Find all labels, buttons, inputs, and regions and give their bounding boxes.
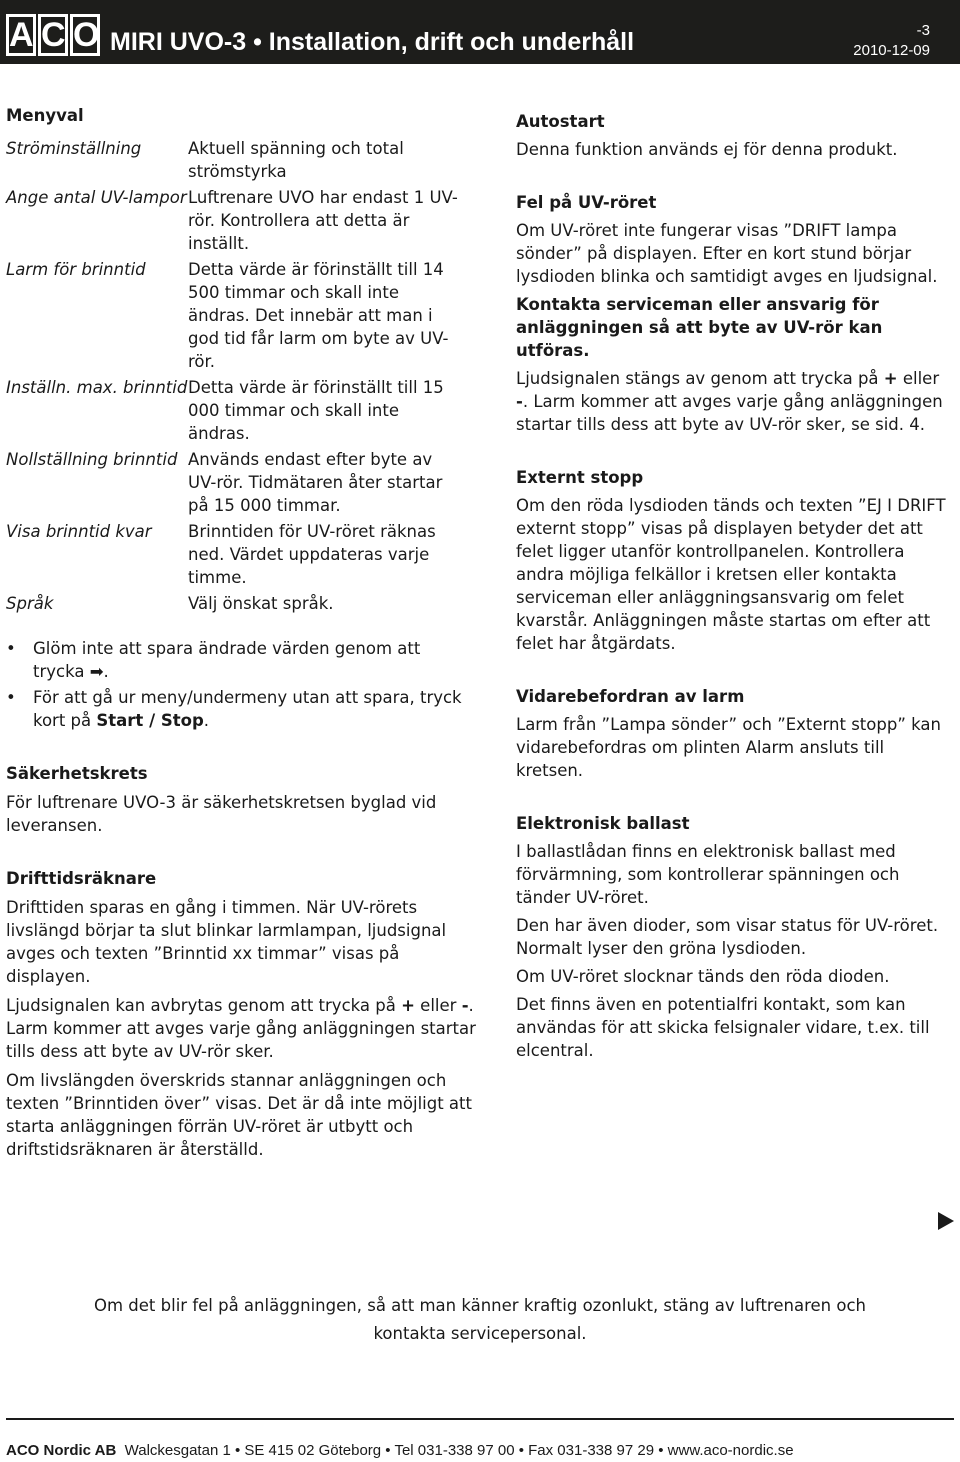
section-heading: Drifttidsräknare xyxy=(6,869,157,888)
paragraph: Om livslängden överskrids stannar anläggningen och texten ”Brinntiden över” visas. Det är då inte möjligt att starta anläggningen förrän UV-röret är utbytt och driftstidsräknaren är återställd. xyxy=(6,1071,472,1159)
section-heading: Säkerhetskrets xyxy=(6,764,148,783)
menu-row xyxy=(6,448,476,517)
alarm-forward-section xyxy=(516,685,946,782)
paragraph: Den har även dioder, som visar status för UV-röret. Normalt lyser den gröna lysdioden. xyxy=(516,916,939,958)
menu-row xyxy=(6,376,476,445)
autostart-section xyxy=(516,110,946,161)
left-column xyxy=(6,104,476,1161)
menu-heading: Menyval xyxy=(6,106,84,125)
menu-row xyxy=(6,137,476,183)
page-header xyxy=(0,0,960,64)
list-item xyxy=(6,686,473,732)
menu-description: Används endast efter byte av UV-rör. Tidmätaren åter startar på 15 000 timmar. xyxy=(188,450,443,515)
paragraph: Om UV-röret slocknar tänds den röda dioden. xyxy=(516,967,890,986)
paragraph: Larm från ”Lampa sönder” och ”Externt stopp” kan vidarebefordras om plinten Alarm ansluts till kretsen. xyxy=(516,715,941,780)
note-text: . xyxy=(203,711,210,730)
paragraph: Denna funktion används ej för denna produkt. xyxy=(516,140,898,159)
menu-label: Visa brinntid kvar xyxy=(6,522,152,541)
menu-description: Brinntiden för UV-röret räknas ned. Värdet uppdateras varje timme. xyxy=(188,522,436,587)
menu-label: Larm för brinntid xyxy=(6,260,146,279)
paragraph: Om UV-röret inte fungerar visas ”DRIFT lampa sönder” på displayen. Efter en kort stund börjar lysdioden blinka och samtidigt avges en ljudsignal. xyxy=(516,221,938,286)
safety-section xyxy=(6,762,476,837)
logo-letter: C xyxy=(38,14,68,56)
minus-key: - xyxy=(516,392,523,411)
page-number: -3 xyxy=(916,22,930,39)
document-title: MIRI UVO-3 • Installation, drift och underhåll xyxy=(110,28,635,56)
menu-label: Nollställning brinntid xyxy=(6,450,178,469)
paragraph-text: Ljudsignalen kan avbrytas genom att trycka på xyxy=(6,996,402,1015)
menu-row xyxy=(6,520,476,589)
menu-label: Språk xyxy=(6,594,54,613)
next-page-arrow-icon xyxy=(938,1212,954,1230)
plus-key: + xyxy=(401,996,415,1015)
notes-list xyxy=(6,637,476,732)
logo-letter: O xyxy=(70,14,100,56)
paragraph-text: . Larm kommer att avges varje gång anläggningen startar tills dess att byte av UV-rör sker. xyxy=(6,996,476,1061)
paragraph-text: Ljudsignalen stängs av genom att trycka på xyxy=(516,369,884,388)
menu-label: Ange antal UV-lampor xyxy=(6,188,187,207)
menu-row xyxy=(6,592,476,615)
footer-divider xyxy=(6,1418,954,1420)
paragraph: För luftrenare UVO-3 är säkerhetskretsen byglad vid leveransen. xyxy=(6,793,437,835)
menu-description: Aktuell spänning och total strömstyrka xyxy=(188,139,404,181)
section-heading: Autostart xyxy=(516,112,605,131)
ballast-section xyxy=(516,812,946,1062)
paragraph-text: . Larm kommer att avges varje gång anläggningen startar tills dess att byte av UV-rör sker, se sid. 4. xyxy=(516,392,943,434)
paragraph: Kontakta serviceman eller ansvarig för anläggningen så att byte av UV-rör kan utföras. xyxy=(516,295,883,360)
paragraph xyxy=(6,994,476,1063)
ozone-warning: Om det blir fel på anläggningen, så att man känner kraftig ozonlukt, stäng av luftrenaren och kontakta servicepersonal. xyxy=(94,1296,866,1343)
hour-counter-section xyxy=(6,867,476,1161)
page-footer xyxy=(6,1442,954,1459)
list-item: • Glöm inte att spara ändrade värden genom att trycka ➡. xyxy=(6,637,473,683)
menu-row xyxy=(6,258,476,373)
menu-row xyxy=(6,186,476,255)
menu-description: Detta värde är förinställt till 15 000 timmar och skall inte ändras. xyxy=(188,378,444,443)
menu-label: Inställn. max. brinntid xyxy=(6,378,188,397)
minus-key: - xyxy=(461,996,469,1015)
plus-key: + xyxy=(883,369,898,388)
paragraph: Drifttiden sparas en gång i timmen. När UV-rörets livslängd börjar ta slut blinkar larmlampan, ljudsignal avges och texten ”Brinntid xx timmar” visas på displayen. xyxy=(6,898,447,986)
paragraph-text: eller xyxy=(414,996,462,1015)
start-stop-label: Start / Stop xyxy=(96,711,204,730)
paragraph: Om den röda lysdioden tänds och texten ”EJ I DRIFT externt stopp” visas på displayen betyder det att felet ligger utanför kontrollpanelen. Kontrollera andra möjliga felkällor i kretsen eller kontakta serviceman eller anläggningsansvarig om felet kvarstår. Anläggningen måste startas om efter att felet har åtgärdats. xyxy=(516,496,946,653)
company-details: Walckesgatan 1 • SE 415 02 Göteborg • Tel 031-338 97 00 • Fax 031-338 97 29 • www.aco-nordic.se xyxy=(124,1442,794,1459)
menu-description: Detta värde är förinställt till 14 500 timmar och skall inte ändras. Det innebär att man i god tid får larm om byte av UV-rör. xyxy=(188,260,449,371)
paragraph: I ballastlådan finns en elektronisk ballast med förvärmning, som kontrollerar spänningen och tänder UV-röret. xyxy=(516,842,900,907)
menu-description: Välj önskat språk. xyxy=(188,594,334,613)
menu-label: Ströminställning xyxy=(6,139,142,158)
right-column xyxy=(516,110,946,1062)
note-text: För att gå ur meny/undermeny utan att spara, tryck kort på xyxy=(33,688,462,730)
section-heading: Vidarebefordran av larm xyxy=(516,687,745,706)
section-heading: Fel på UV-röret xyxy=(516,193,657,212)
external-stop-section xyxy=(516,466,946,655)
company-name: ACO Nordic AB xyxy=(6,1442,117,1459)
menu-description: Luftrenare UVO har endast 1 UV-rör. Kontrollera att detta är inställt. xyxy=(188,188,458,253)
logo-letter: A xyxy=(6,14,36,56)
aco-logo xyxy=(6,14,102,58)
section-heading: Elektronisk ballast xyxy=(516,814,690,833)
paragraph xyxy=(516,367,946,436)
section-heading: Externt stopp xyxy=(516,468,644,487)
uv-fault-section xyxy=(516,191,946,436)
paragraph-text: eller xyxy=(897,369,940,388)
document-date: 2010-12-09 xyxy=(853,42,930,59)
paragraph: Det finns även en potentialfri kontakt, som kan användas för att skicka felsignaler vidare, t.ex. till elcentral. xyxy=(516,995,930,1060)
